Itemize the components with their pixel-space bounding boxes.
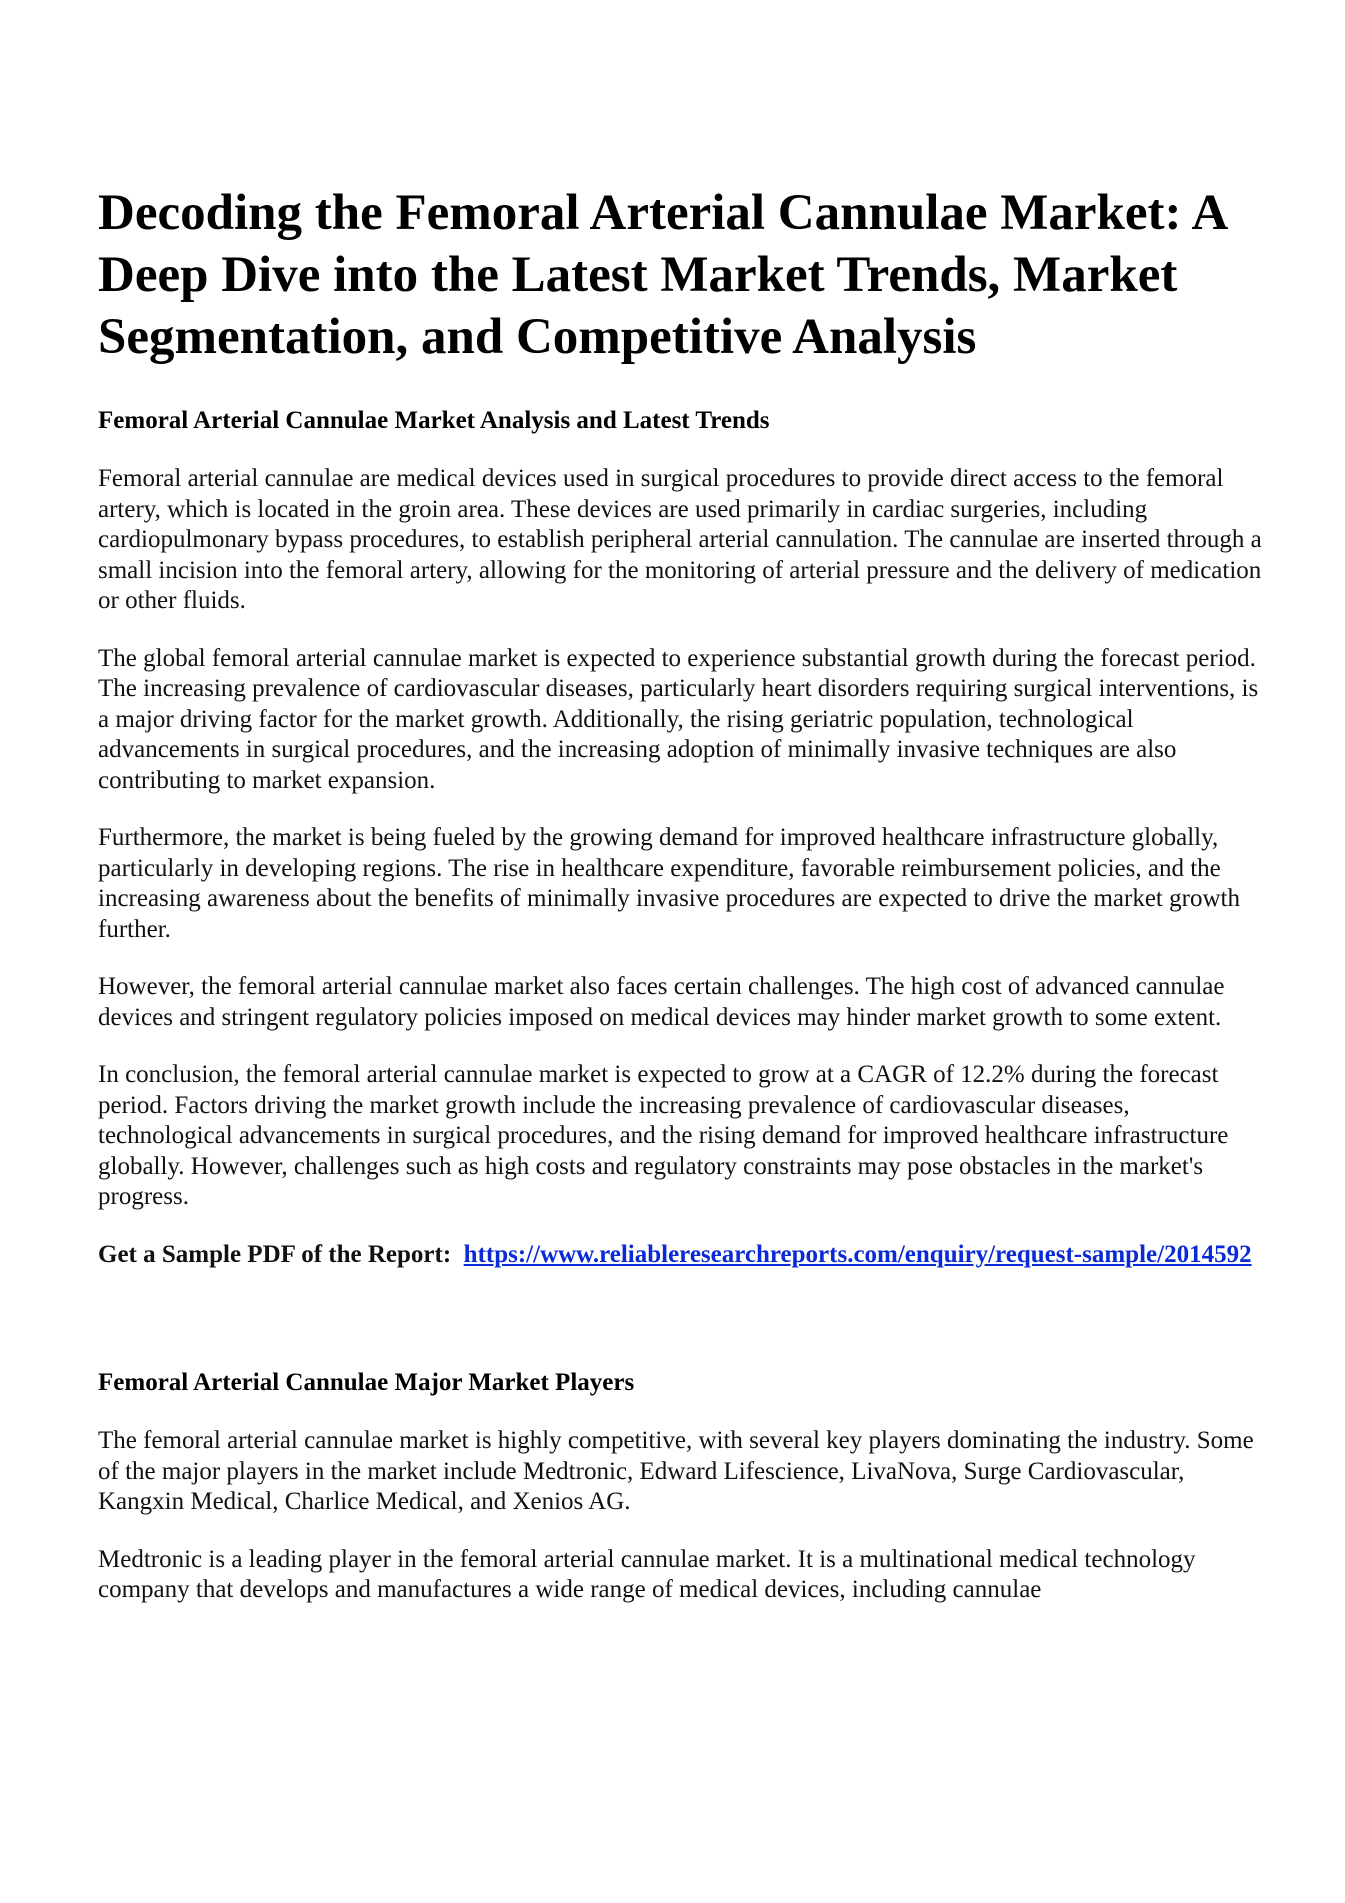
paragraph-intro: Femoral arterial cannulae are medical devices used in surgical procedures to provide direct access to the femoral artery, which is located in the groin area. These devices are used primarily in cardiac surgeries, including cardiopulmonary bypass procedures, to establish peripheral arterial cannulation. The cannulae are inserted through a small incision into the femoral artery, allowing for the monitoring of arterial pressure and the delivery of medication or other fluids. [98, 465, 1262, 614]
paragraph-drivers: Furthermore, the market is being fueled by the growing demand for improved healthcare infrastructure globally, particularly in developing regions. The rise in healthcare expenditure, favorable reimbursement policies, and the increasing awareness about the benefits of minimally invasive procedures are expected to drive the market growth further. [98, 824, 1240, 943]
section-heading-analysis: Femoral Arterial Cannulae Market Analysis and Latest Trends [98, 407, 770, 434]
document-title: Decoding the Femoral Arterial Cannulae Market: A Deep Dive into the Latest Market Trends, Market Segmentation, and Competitive Analysis [98, 185, 1226, 365]
sample-pdf-link[interactable]: https://www.reliableresearchreports.com/enquiry/request-sample/2014592 [463, 1240, 1252, 1268]
section-spacer [98, 1270, 1268, 1368]
paragraph-conclusion: In conclusion, the femoral arterial cannulae market is expected to grow at a CAGR of 12.2% during the forecast period. Factors driving the market growth include the increasing prevalence of cardiovascular diseases, technological advancements in surgical procedures, and the rising demand for improved healthcare infrastructure globally. However, challenges such as high costs and regulatory constraints may pose obstacles in the market's progress. [98, 1061, 1229, 1210]
document-page [98, 182, 1268, 1633]
paragraph-challenges: However, the femoral arterial cannulae market also faces certain challenges. The high cost of advanced cannulae devices and stringent regulatory policies imposed on medical devices may hinder market growth to some extent. [98, 973, 1225, 1031]
paragraph-players: The femoral arterial cannulae market is highly competitive, with several key players dominating the industry. Some of the major players in the market include Medtronic, Edward Lifescience, LivaNova, Surge Cardiovascular, Kangxin Medical, Charlice Medical, and Xenios AG. [98, 1427, 1254, 1515]
sample-pdf-line [98, 1240, 1268, 1271]
paragraph-medtronic: Medtronic is a leading player in the femoral arterial cannulae market. It is a multinational medical technology company that develops and manufactures a wide range of medical devices, including cannulae [98, 1545, 1196, 1603]
section-heading-players: Femoral Arterial Cannulae Major Market Players [98, 1369, 635, 1396]
sample-pdf-label: Get a Sample PDF of the Report: [98, 1240, 452, 1268]
paragraph-growth: The global femoral arterial cannulae market is expected to experience substantial growth during the forecast period. The increasing prevalence of cardiovascular diseases, particularly heart disorders requiring surgical interventions, is a major driving factor for the market growth. Additionally, the rising geriatric population, technological advancements in surgical procedures, and the increasing adoption of minimally invasive techniques are also contributing to market expansion. [98, 644, 1259, 794]
